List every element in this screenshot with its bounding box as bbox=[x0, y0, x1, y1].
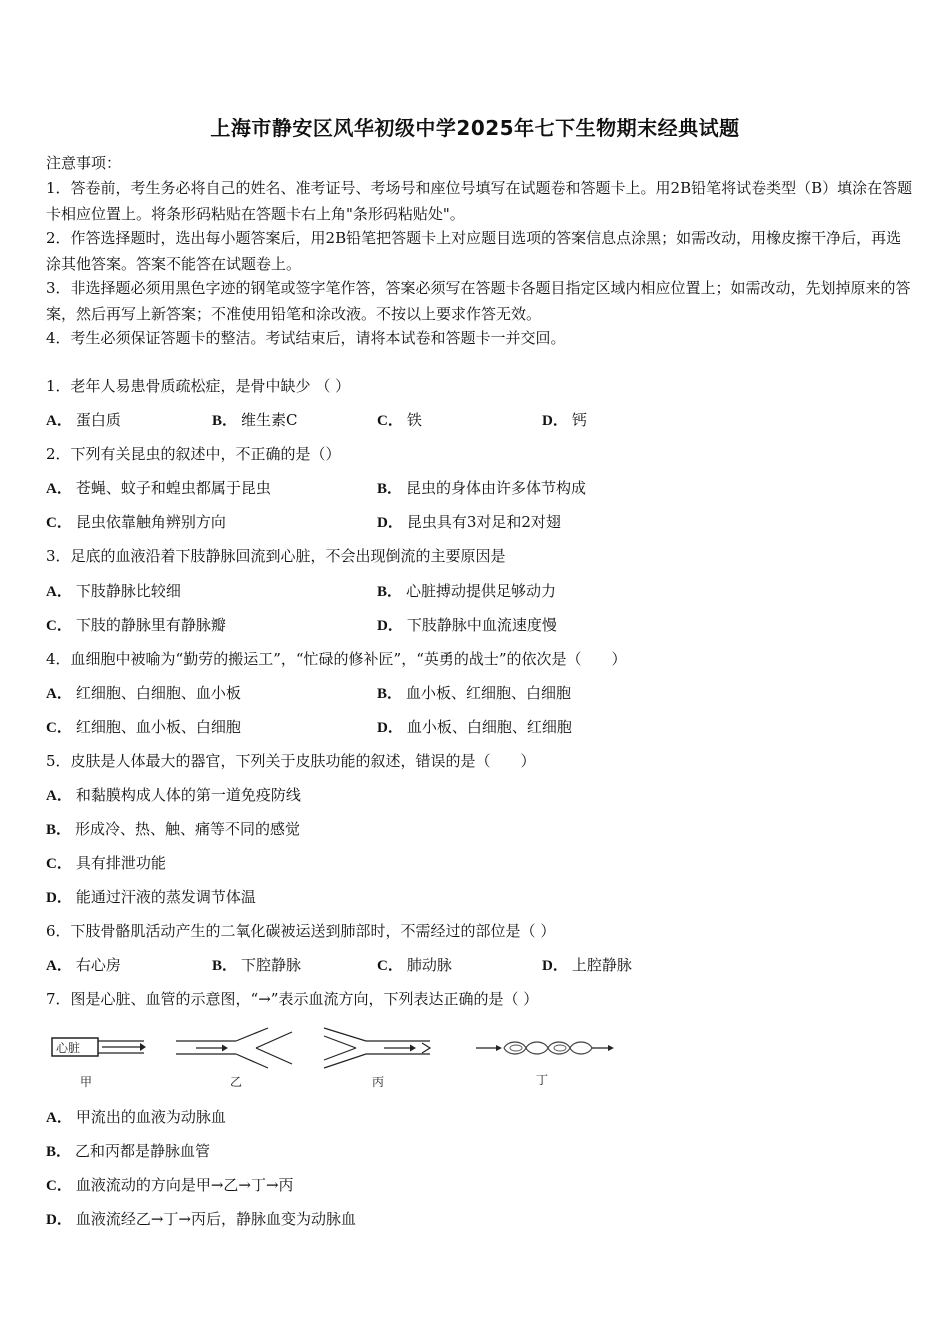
option: D． 昆虫具有3对足和2对翅 bbox=[377, 513, 561, 531]
figure-label: 甲 bbox=[80, 1075, 93, 1089]
arrow-icon bbox=[496, 1045, 502, 1051]
option: C． 具有排泄功能 bbox=[46, 854, 166, 872]
question-stem: 3．足底的血液沿着下肢静脉回流到心脏，不会出现倒流的主要原因是 bbox=[46, 547, 506, 565]
option: B． 心脏搏动提供足够动力 bbox=[377, 582, 557, 600]
option: B． 血小板、红细胞、白细胞 bbox=[377, 684, 572, 702]
option: B． 形成冷、热、触、痛等不同的感觉 bbox=[46, 820, 301, 838]
option: C． 肺动脉 bbox=[377, 956, 452, 974]
arrow-icon bbox=[222, 1045, 228, 1052]
figure-label: 丙 bbox=[372, 1075, 385, 1089]
figure-label: 乙 bbox=[230, 1075, 243, 1089]
option: A． 甲流出的血液为动脉血 bbox=[46, 1108, 226, 1126]
arrow-icon bbox=[140, 1043, 146, 1051]
arrow-icon bbox=[608, 1045, 614, 1051]
notice-item: 2．作答选择题时，选出每小题答案后，用2B铅笔把答题卡上对应题目选项的答案信息点涂黑；如需改动，用橡皮擦干净后，再选涂其他答案。答案不能答在试题卷上。 bbox=[46, 229, 902, 273]
option: A． 蛋白质 bbox=[46, 411, 121, 429]
option: C． 铁 bbox=[377, 411, 422, 429]
figure-label: 丁 bbox=[536, 1073, 549, 1087]
question-stem: 1．老年人易患骨质疏松症，是骨中缺少 （ ） bbox=[46, 377, 351, 395]
notice-heading: 注意事项： bbox=[46, 154, 122, 172]
option: D． 钙 bbox=[542, 411, 587, 429]
option: C． 血液流动的方向是甲→乙→丁→丙 bbox=[46, 1176, 294, 1194]
option: D． 血液流经乙→丁→丙后，静脉血变为动脉血 bbox=[46, 1210, 356, 1228]
question-stem: 7．图是心脏、血管的示意图，“→”表示血流方向，下列表达正确的是（ ） bbox=[46, 990, 539, 1008]
option: B． 乙和丙都是静脉血管 bbox=[46, 1142, 211, 1160]
option: B． 下腔静脉 bbox=[212, 956, 302, 974]
option: B． 昆虫的身体由许多体节构成 bbox=[377, 479, 587, 497]
question-stem: 2．下列有关昆虫的叙述中，不正确的是（） bbox=[46, 445, 341, 463]
notice-item: 4．考生必须保证答题卡的整洁。考试结束后，请将本试卷和答题卡一并交回。 bbox=[46, 329, 566, 347]
figure-ding bbox=[476, 1042, 614, 1087]
option: A． 苍蝇、蚊子和蝗虫都属于昆虫 bbox=[46, 479, 271, 497]
option: D． 下肢静脉中血流速度慢 bbox=[377, 616, 557, 634]
question-stem: 4．血细胞中被喻为“勤劳的搬运工”，“忙碌的修补匠”，“英勇的战士”的依次是（ ） bbox=[46, 650, 627, 668]
notice-item: 3．非选择题必须用黑色字迹的钢笔或签字笔作答，答案必须写在答题卡各题目指定区域内相应位置上；如需改动，先划掉原来的答案，然后再写上新答案；不准使用铅笔和涂改液。不按以上要求作答无效。 bbox=[46, 279, 911, 323]
figure-jia bbox=[52, 1038, 146, 1089]
notice-item: 1．答卷前，考生务必将自己的姓名、准考证号、考场号和座位号填写在试题卷和答题卡上。用2B铅笔将试卷类型（B）填涂在答题卡相应位置上。将条形码粘贴在答题卡右上角"条形码粘贴处"。 bbox=[46, 179, 913, 223]
option: B． 维生素C bbox=[212, 411, 298, 429]
question-stem: 6．下肢骨骼肌活动产生的二氧化碳被运送到肺部时，不需经过的部位是（ ） bbox=[46, 922, 556, 940]
option: A． 红细胞、白细胞、血小板 bbox=[46, 684, 241, 702]
option: C． 红细胞、血小板、白细胞 bbox=[46, 718, 241, 736]
option: A． 和黏膜构成人体的第一道免疫防线 bbox=[46, 786, 301, 804]
option: A． 右心房 bbox=[46, 956, 121, 974]
heart-vessel-diagram bbox=[46, 1026, 626, 1092]
option: D． 血小板、白细胞、红细胞 bbox=[377, 718, 572, 736]
option: C． 下肢的静脉里有静脉瓣 bbox=[46, 616, 226, 634]
option: D． 上腔静脉 bbox=[542, 956, 632, 974]
arrow-icon bbox=[410, 1045, 416, 1052]
heart-label: 心脏 bbox=[56, 1041, 81, 1055]
page-title: 上海市静安区风华初级中学2025年七下生物期末经典试题 bbox=[210, 116, 740, 140]
option: D． 能通过汗液的蒸发调节体温 bbox=[46, 888, 256, 906]
question-stem: 5．皮肤是人体最大的器官，下列关于皮肤功能的叙述，错误的是（ ） bbox=[46, 752, 536, 770]
figure-bing bbox=[324, 1028, 430, 1089]
option: A． 下肢静脉比较细 bbox=[46, 582, 181, 600]
figure-yi bbox=[176, 1028, 292, 1089]
option: C． 昆虫依靠触角辨别方向 bbox=[46, 513, 226, 531]
